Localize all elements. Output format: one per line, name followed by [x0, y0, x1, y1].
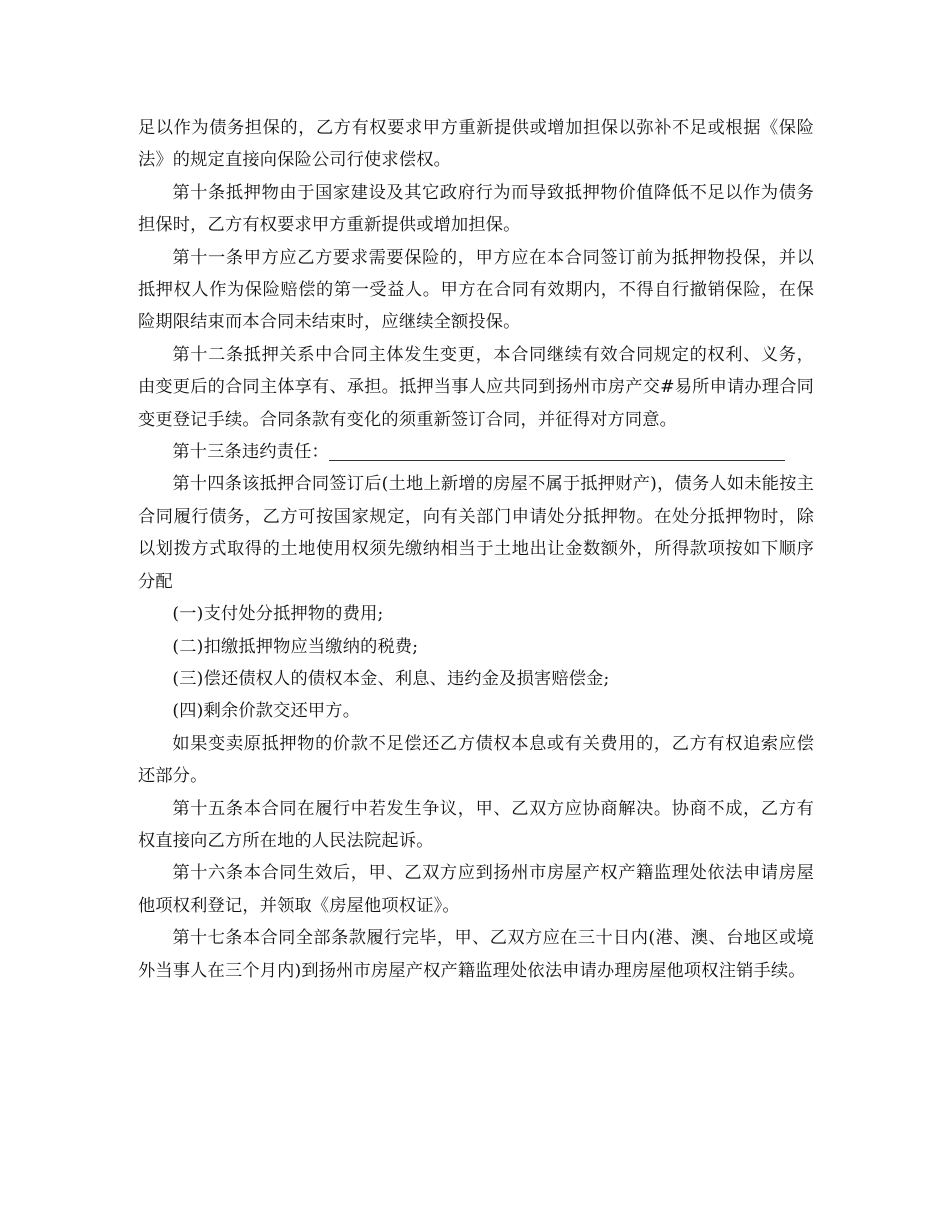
paragraph-article-16: 第十六条本合同生效后，甲、乙双方应到扬州市房屋产权产籍监理处依法申请房屋他项权利登记，并领取《房屋他项权证》。 — [138, 863, 814, 916]
article-13-label: 第十三条违约责任： — [172, 442, 329, 463]
list-item-2: (二)扣缴抵押物应当缴纳的税费; — [172, 636, 419, 657]
paragraph-continuation: 足以作为债务担保的，乙方有权要求甲方重新提供或增加担保以弥补不足或根据《保险法》的规定直接向保险公司行使求偿权。 — [138, 118, 814, 171]
paragraph-article-11: 第十一条甲方应乙方要求需要保险的，甲方应在本合同签订前为抵押物投保，并以抵押权人作为保险赔偿的第一受益人。甲方在合同有效期内，不得自行撤销保险，在保险期限结束而本合同未结束时，应继续全额投保。 — [138, 247, 814, 333]
paragraph-article-13 — [138, 436, 814, 468]
paragraph-article-10: 第十条抵押物由于国家建设及其它政府行为而导致抵押物价值降低不足以作为债务担保时，乙方有权要求甲方重新提供或增加担保。 — [138, 182, 814, 236]
document-page — [138, 112, 814, 987]
paragraph-article-17: 第十七条本合同全部条款履行完毕，甲、乙双方应在三十日内(港、澳、台地区或境外当事人在三个月内)到扬州市房屋产权产籍监理处依法申请办理房屋他项权注销手续。 — [138, 928, 814, 981]
paragraph-article-14: 第十四条该抵押合同签订后(土地上新增的房屋不属于抵押财产)，债务人如未能按主合同履行债务，乙方可按国家规定，向有关部门申请处分抵押物。在处分抵押物时，除以划拨方式取得的土地使用权须先缴纳相当于土地出让金数额外，所得款项按如下顺序分配 — [138, 474, 814, 592]
paragraph-shortfall: 如果变卖原抵押物的价款不足偿还乙方债权本息或有关费用的，乙方有权追索应偿还部分。 — [138, 733, 814, 787]
list-item-4: (四)剩余价款交还甲方。 — [172, 701, 361, 722]
paragraph-article-12: 第十二条抵押关系中合同主体发生变更，本合同继续有效合同规定的权利、义务，由变更后的合同主体享有、承担。抵押当事人应共同到扬州市房产交#易所申请办理合同变更登记手续。合同条款有变化的须重新签订合同，并征得对方同意。 — [138, 344, 814, 430]
fill-in-blank-line — [329, 440, 785, 461]
list-item-3: (三)偿还债权人的债权本金、利息、违约金及损害赔偿金; — [172, 668, 610, 689]
paragraph-article-15: 第十五条本合同在履行中若发生争议，甲、乙双方应协商解决。协商不成，乙方有权直接向乙方所在地的人民法院起诉。 — [138, 798, 814, 851]
list-item-1: (一)支付处分抵押物的费用; — [172, 604, 384, 625]
